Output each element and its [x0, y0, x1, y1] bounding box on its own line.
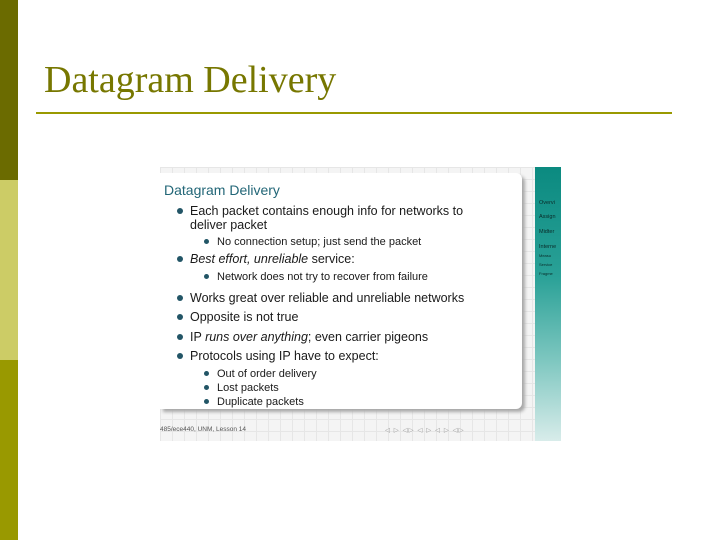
- accent-bar-top: [0, 0, 18, 180]
- slide-title: Datagram Delivery: [44, 59, 337, 101]
- list-item: Lost packets: [217, 382, 279, 394]
- list-item: [190, 330, 428, 344]
- side-nav-item: Interne: [539, 244, 557, 250]
- list-item: Opposite is not true: [190, 310, 299, 324]
- list-item: Protocols using IP have to expect:: [190, 349, 379, 363]
- bullet-icon: [204, 239, 209, 244]
- bullet-icon: [177, 353, 183, 359]
- list-item-text: service:: [308, 252, 355, 266]
- list-item: Works great over reliable and unreliable networks: [190, 291, 465, 305]
- bullet-icon: [204, 385, 209, 390]
- bullet-icon: [204, 274, 209, 279]
- bullet-icon: [177, 295, 183, 301]
- side-navigation-panel: [535, 167, 561, 441]
- list-item-text: ; even carrier pigeons: [307, 330, 429, 344]
- side-nav-item: Fragme: [539, 271, 553, 276]
- list-item: Each packet contains enough info for networks to: [190, 204, 464, 218]
- list-item: Duplicate packets: [217, 396, 304, 408]
- bullet-icon: [204, 371, 209, 376]
- bullet-icon: [177, 314, 183, 320]
- bullet-icon: [204, 399, 209, 404]
- side-nav-item: Overvi: [539, 200, 555, 206]
- list-item: No connection setup; just send the packet: [217, 236, 422, 248]
- inner-slide-title: Datagram Delivery: [164, 182, 280, 198]
- bullet-icon: [177, 334, 183, 340]
- list-item: Out of order delivery: [217, 368, 317, 380]
- list-item-continuation: deliver packet: [190, 218, 268, 232]
- side-nav-item: Measu: [539, 253, 552, 258]
- list-item: [190, 252, 355, 266]
- side-nav-item: Assign: [539, 214, 556, 220]
- emphasis-text: Best effort, unreliable: [190, 252, 309, 266]
- side-nav-item: Midter: [539, 229, 555, 235]
- title-underline: [36, 112, 672, 114]
- list-item-text: IP: [190, 330, 206, 344]
- side-nav-item: Service: [539, 262, 553, 267]
- screenshot-footer: 485/ece440, UNM, Lesson 14: [160, 426, 246, 433]
- inner-bullet-list: [160, 173, 522, 409]
- bullet-icon: [177, 208, 183, 214]
- inner-slide-card: [160, 173, 522, 409]
- list-item: Network does not try to recover from failure: [217, 271, 428, 283]
- accent-bar-bottom: [0, 360, 18, 540]
- emphasis-text: runs over anything: [205, 330, 308, 344]
- bullet-icon: [177, 256, 183, 262]
- screenshot-nav-icons: ◁ ▷ ◁▷ ◁ ▷ ◁ ▷ ◁▷: [385, 427, 465, 434]
- embedded-slide-screenshot: [160, 167, 561, 441]
- accent-bar-middle: [0, 180, 18, 360]
